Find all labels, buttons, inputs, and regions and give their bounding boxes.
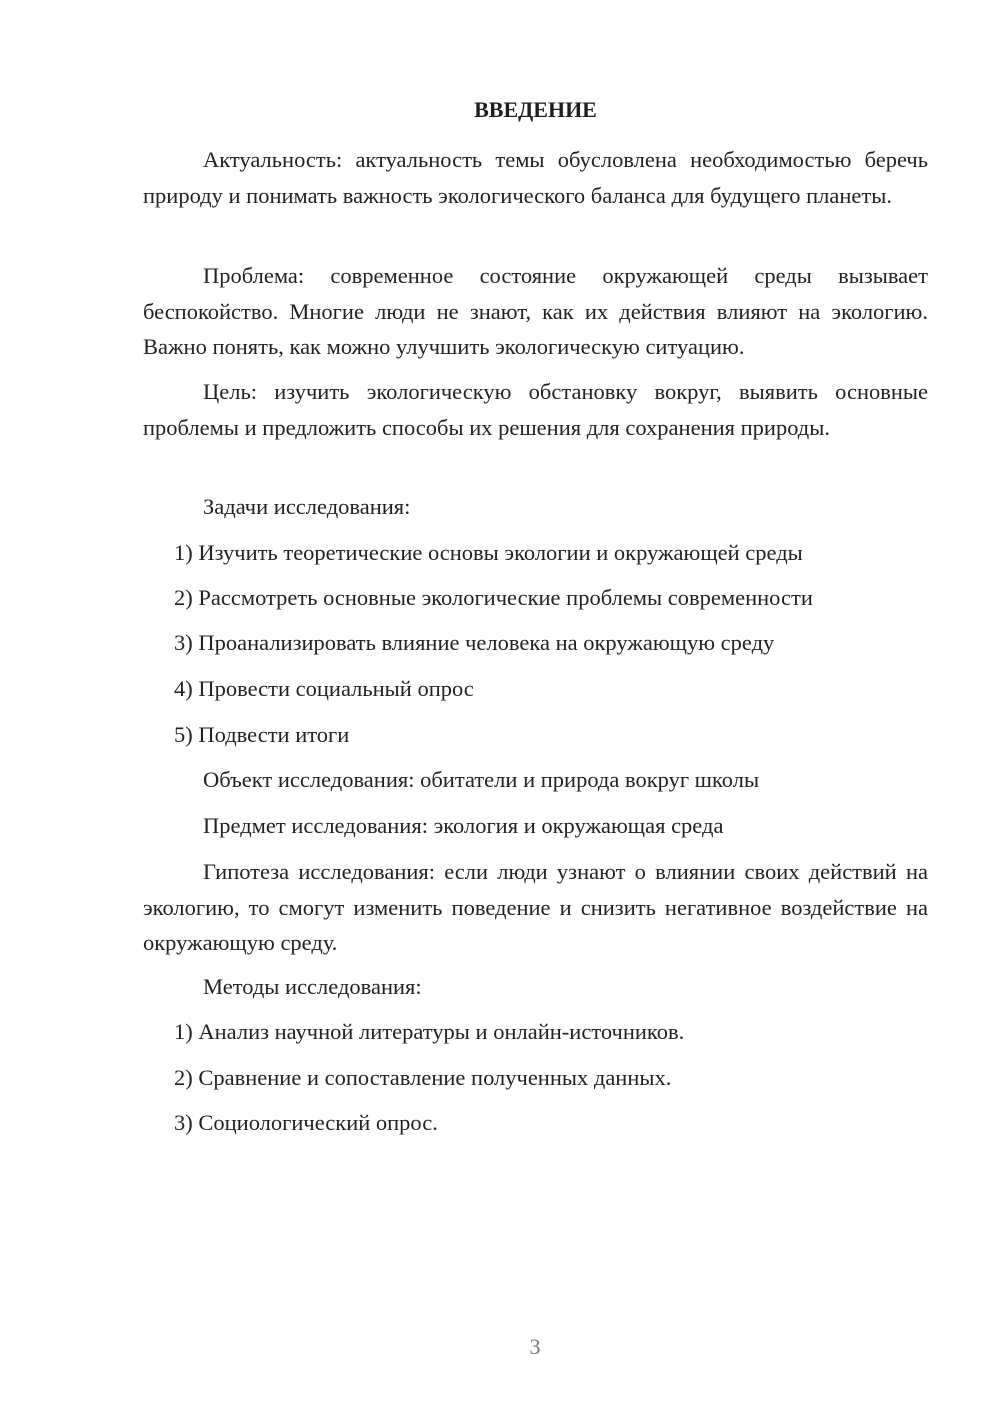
- research-subject: Предмет исследования: экология и окружающая среда: [203, 813, 724, 838]
- method-item: 1) Анализ научной литературы и онлайн-источников.: [174, 1019, 685, 1044]
- goal-paragraph: Цель: изучить экологическую обстановку вокруг, выявить основные проблемы и предложить способы их решения для сохранения природы.: [143, 379, 928, 440]
- task-item: 5) Подвести итоги: [174, 722, 350, 747]
- task-item: 1) Изучить теоретические основы экологии и окружающей среды: [174, 540, 803, 565]
- problem-paragraph: Проблема: современное состояние окружающей среды вызывает беспокойство. Многие люди не знают, как их действия влияют на экологию. Важно понять, как можно улучшить экологическую ситуацию.: [143, 263, 928, 360]
- relevance-paragraph: Актуальность: актуальность темы обусловлена необходимостью беречь природу и понимать важность экологического баланса для будущего планеты.: [143, 147, 928, 208]
- task-item: 4) Провести социальный опрос: [174, 676, 474, 701]
- tasks-heading: Задачи исследования:: [203, 494, 411, 519]
- hypothesis-paragraph: Гипотеза исследования: если люди узнают о влиянии своих действий на экологию, то смогут изменить поведение и снизить негативное воздействие на окружающую среду.: [143, 859, 928, 956]
- task-item: 3) Проанализировать влияние человека на окружающую среду: [174, 630, 775, 655]
- page-number: 3: [529, 1334, 541, 1359]
- task-item: 2) Рассмотреть основные экологические проблемы современности: [174, 585, 813, 610]
- method-item: 3) Социологический опрос.: [174, 1110, 438, 1135]
- section-heading: ВВЕДЕНИЕ: [474, 97, 597, 122]
- research-object: Объект исследования: обитатели и природа вокруг школы: [203, 767, 760, 792]
- method-item: 2) Сравнение и сопоставление полученных данных.: [174, 1065, 672, 1090]
- methods-heading: Методы исследования:: [203, 974, 422, 999]
